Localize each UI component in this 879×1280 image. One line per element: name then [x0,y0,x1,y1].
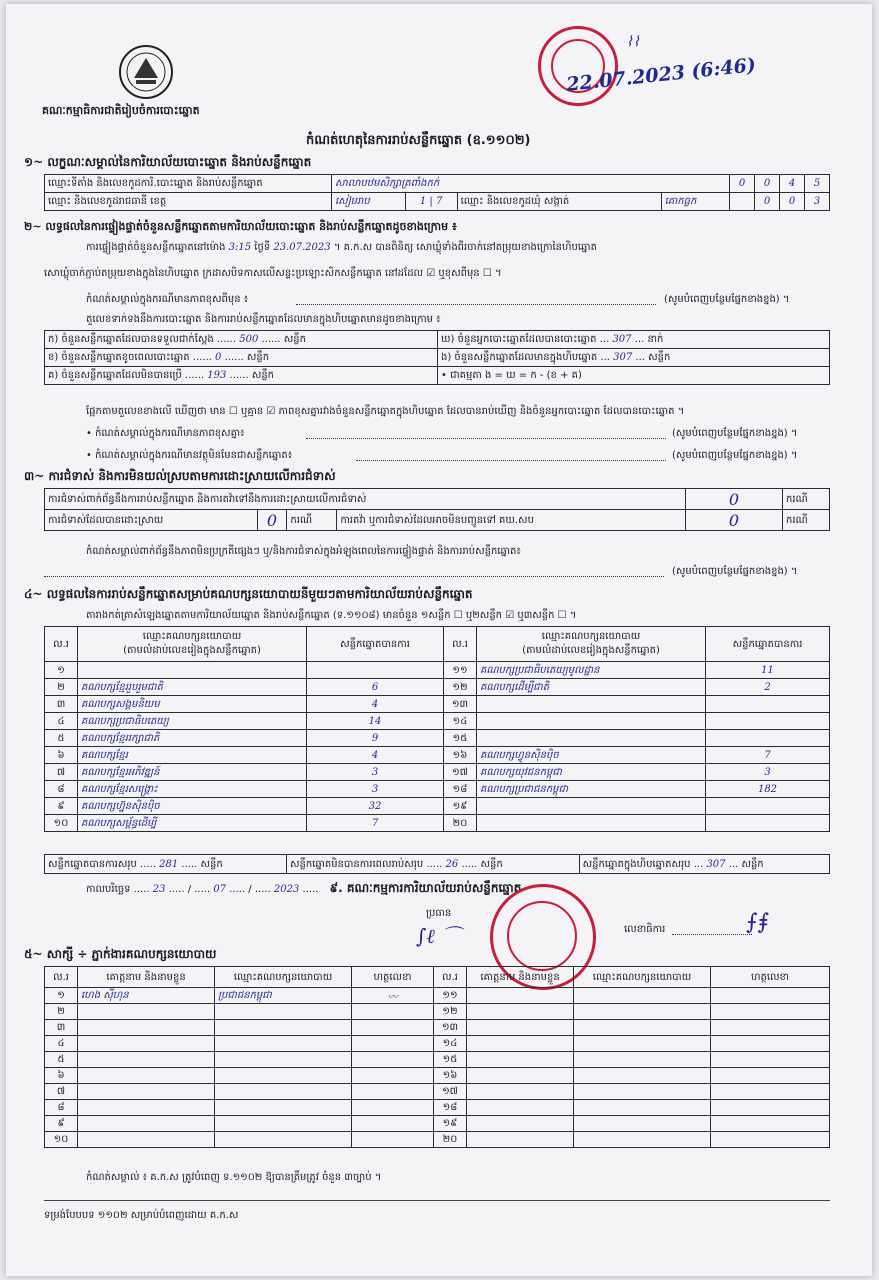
party-no: ៨ [45,781,78,798]
party-name [477,730,706,747]
witness-no: ១៤ [434,1036,467,1052]
witness-row [45,1004,830,1020]
witness-signature [711,1100,830,1116]
party-no: ១៩ [444,798,477,815]
party-row [45,713,830,730]
count-b: ខ) ចំនួនសន្លឹកឆ្នោតខូចពេលបោះឆ្នោត ...... 0 ...... សន្លឹក [45,349,438,367]
witness-name [78,1068,215,1084]
witness-name [78,1116,215,1132]
witness-party [215,1084,352,1100]
row2-digit: 0 [755,193,780,211]
party-name [477,798,706,815]
section2-para1: ការផ្ទៀងផ្ទាត់ចំនួនសន្លឹកឆ្នោតនៅម៉ោង 3:15 ថ្ងៃទី 23.07.2023 ។ គ.ក.ស បានពិនិត្យ សោឃ្លុំទាំងពីរចាក់នៅតម្រុយខាងក្រោនៃហិបឆ្នោត [86,242,597,253]
section3-note: កំណត់សម្គាល់ពាក់ព័ន្ធនឹងភាពមិនប្រក្រតីផ្សេងៗ ឬ/និងការជំទាស់ក្នុងអំឡុងពេលនៃការផ្ទៀងផ្ទាត់ និងការរាប់សន្លឹកឆ្នោត៖ [86,546,521,557]
party-votes: 7 [706,747,830,764]
objection-row2a-case: ករណី [287,510,337,531]
party-no: ១១ [444,662,477,679]
party-row [45,815,830,832]
witness-name [467,1068,574,1084]
w-col-name: គោត្តនាម និងនាមខ្លួន [467,967,574,988]
section5-title: ៥~ សាក្សី ÷ ភ្នាក់ងារគណបក្សនយោបាយ [24,947,217,961]
witness-signature: 〰 [352,988,434,1004]
party-name: គណបក្សយុវជនកម្ពុជា [477,764,706,781]
formula: • ជាគម្មតា ង = ឃ = ក - (ខ + គ) [438,367,830,385]
witness-name [78,1132,215,1148]
witness-row [45,1068,830,1084]
witness-party [574,1100,711,1116]
count-a: ក) ចំនួនសន្លឹកឆ្នោតដែលបានទទួលជាក់ស្តែង ...... 500 ...... សន្លឹក [45,331,438,349]
party-votes: 3 [307,781,444,798]
witness-signature [352,1052,434,1068]
chief-label: ប្រធាន [426,908,452,919]
witness-signature [711,988,830,1004]
section2-para3: កំណត់សម្គាល់ក្នុងករណីមានភាពខុសពីមុន ៖ [86,294,249,305]
witness-signature [711,1020,830,1036]
w-col-name: គោត្តនាម និងនាមខ្លួន [78,967,215,988]
witness-party [215,1004,352,1020]
witness-party [215,1036,352,1052]
witness-signature [352,1116,434,1132]
witness-name [467,1132,574,1148]
row1-digit: 0 [730,175,755,193]
note-difference-hint: (សូមបំពេញបន្ថែមផ្នែកខាងខ្នង) ។ [672,428,798,439]
col-votes: សន្លឹកឆ្នោតបានការ [706,627,830,662]
signing-date: កាលបរិច្ឆេទ ..... 23 ..... / ..... 07 ..... / ..... 2023 ..... ៩. គណៈកម្មការការិយាល័យរាប់សន្លឹកឆ្នោត [86,881,522,895]
party-votes: 7 [307,815,444,832]
count-e: ង) ចំនួនសន្លឹកឆ្នោតដែលមានក្នុងហិបឆ្នោត ... 307 ... សន្លឹក [438,349,830,367]
count-d: ឃ) ចំនួនអ្នកបោះឆ្នោតដែលបានបោះឆ្នោត ... 307 ... នាក់ [438,331,830,349]
party-name: គណបក្សប្រជាជនកម្ពុជា [477,781,706,798]
party-votes: 14 [307,713,444,730]
witness-signature [352,1084,434,1100]
party-name: គណបក្សខ្មែររួបរួមជាតិ [78,679,307,696]
section3-title: ៣~ ការជំទាស់ និងការមិនយល់ស្របតាមការដោះស្រាយលើការជំទាស់ [24,469,336,483]
row2-value: សៀមរាប [332,193,406,211]
section2-para2: សោឃ្លុំចាក់ភ្ជាប់តម្រុយខាងក្នុងនៃហិបឆ្នោត ក្រដាសបិទកាសលើសន្ទះប្រឡោះសិកសន្លឹកឆ្នោត នៅដដែល ☑ ឬខុសពីមុន ☐ ។ [44,268,502,279]
total-valid: សន្លឹកឆ្នោតបានការសរុប ..... 281 ..... សន្លឹក [45,855,287,874]
witness-row [45,1020,830,1036]
party-name: គណបក្សហ្វូនស៊ិនប៉ិច [477,747,706,764]
witness-party [574,988,711,1004]
party-name: គណបក្សខ្មែរ [78,747,307,764]
party-name: គណបក្សហ្វ៊ុនស៊ិនប៉ិច [78,798,307,815]
row2-label2: ឈ្មោះ និងលេខកូដឃុំ សង្កាត់ [457,193,661,211]
party-no: ៥ [45,730,78,747]
witness-signature [711,1132,830,1148]
witness-row [45,1036,830,1052]
party-votes: 6 [307,679,444,696]
party-votes [307,662,444,679]
witness-party [215,1020,352,1036]
section2-para4: តួលេខទាក់ទងនឹងការបោះឆ្នោត និងការរាប់សន្លឹកឆ្នោតដែលមានក្នុងហិបឆ្នោតមានដូចខាងក្រោម ៖ [86,314,441,325]
col-no: ល.រ [45,627,78,662]
objection-row2a-value: 0 [257,510,287,531]
w-col-sign: ហត្ថលេខា [352,967,434,988]
witness-no: ៥ [45,1052,78,1068]
party-no: ៧ [45,764,78,781]
witness-party [215,1132,352,1148]
col-no: ល.រ [444,627,477,662]
section4-intro: តារាងកត់ត្រាសំឡេងឆ្នោតតាមការិយាល័យឆ្នោត និងរាប់សន្លឹកឆ្នោត (ទ.១១០៨) មានចំនួន ១សន្លឹក ☐ ឬ២សន្លឹក ☑ ឬ៣សន្លឹក ☐ ។ [86,610,577,621]
party-no: ១ [45,662,78,679]
party-results-table [44,626,830,832]
w-col-sign: ហត្ថលេខា [711,967,830,988]
party-row [45,747,830,764]
witness-row [45,988,830,1004]
party-name: គណបក្សខ្មែររក្សាជាតិ [78,730,307,747]
witness-name: ហេង ស៊ីហុន [78,988,215,1004]
col-party: ឈ្មោះគណបក្សនយោបាយ (តាមលំដាប់លេខរៀងក្នុងសន្លឹកឆ្នោត) [78,627,307,662]
row1-label: ឈ្មោះទីតាំង និងលេខកូដការិ.បោះឆ្នោត និងរាប់សន្លឹកឆ្នោត [45,175,332,193]
party-votes: 4 [307,696,444,713]
note-difference: • កំណត់សម្គាល់ក្នុងករណីមានភាពខុសគ្នា៖ [86,428,245,439]
party-name [477,713,706,730]
party-votes [706,713,830,730]
discrepancy-check: ផ្អែកតាមតួលេខខាងលើ ឃើញថា មាន ☐ ឬគ្មាន ☑ ភាពខុសគ្នារវាងចំនួនសន្លឹកឆ្នោតក្នុងហិបឆ្នោត ដែលបានរាប់ឃើញ និងចំនួនអ្នកបោះឆ្នោត ដែលបានបោះឆ្នោត ។ [86,406,685,417]
party-votes: 32 [307,798,444,815]
objection-row2b-value: 0 [686,510,783,531]
row1-digit: 5 [805,175,830,193]
party-votes: 3 [706,764,830,781]
section1-title: ១~ លក្ខណៈសម្គាល់នៃការិយាល័យបោះឆ្នោត និងរាប់សន្លឹកឆ្នោត [24,155,312,169]
total-box: សន្លឹកឆ្នោតក្នុងហិបឆ្នោតសរុប ... 307 ... សន្លឹក [579,855,829,874]
row2-digit: 0 [780,193,805,211]
party-name [78,662,307,679]
witness-signature [352,1068,434,1084]
witness-row [45,1132,830,1148]
row1-value: សាលាបឋមសិក្សាត្រពាំងកក់ [332,175,730,193]
witness-name [467,1116,574,1132]
witness-name [78,1084,215,1100]
party-votes [706,798,830,815]
w-col-party: ឈ្មោះគណបក្សនយោបាយ [215,967,352,988]
form-footer: ទម្រង់បែបបទ ១១០២ សម្រាប់បំពេញដោយ គ.ក.ស [44,1210,239,1221]
witness-row [45,1116,830,1132]
party-no: ១៨ [444,781,477,798]
party-no: ១៤ [444,713,477,730]
objection-row2b-case: ករណី [783,510,830,531]
w-col-no: ល.រ [434,967,467,988]
witness-no: ៧ [45,1084,78,1100]
note-foreign-hint: (សូមបំពេញបន្ថែមផ្នែកខាងខ្នង) ។ [672,450,798,461]
w-col-party: ឈ្មោះគណបក្សនយោបាយ [574,967,711,988]
party-votes: 3 [307,764,444,781]
witness-signature [352,1100,434,1116]
witness-no: ១២ [434,1004,467,1020]
verification-time: 3:15 [228,242,252,253]
witness-no: ១០ [45,1132,78,1148]
committee-name: គណៈកម្មាធិការជាតិរៀបចំការបោះឆ្នោត [42,104,200,117]
witness-name [467,1052,574,1068]
party-row [45,781,830,798]
witness-signature [352,1132,434,1148]
chief-signature: ∫ℓ ⌒ [416,924,462,948]
witness-signature [352,1004,434,1020]
witness-party [215,1052,352,1068]
witness-party [574,1132,711,1148]
witness-party [215,1116,352,1132]
witness-name [467,1084,574,1100]
witness-party [574,1020,711,1036]
party-no: ១៣ [444,696,477,713]
witness-signature [352,1020,434,1036]
party-row [45,662,830,679]
row2-digit: 3 [805,193,830,211]
w-col-no: ល.រ [45,967,78,988]
witness-party [574,1004,711,1020]
witness-name [78,1004,215,1020]
count-c: គ) ចំនួនសន្លឹកឆ្នោតដែលមិនបានប្រើ ...... 193 ...... សន្លឹក [45,367,438,385]
witness-party [215,1100,352,1116]
witness-party [574,1116,711,1132]
party-name [477,815,706,832]
total-invalid: សន្លឹកឆ្នោតមិនបានការពេលរាប់សរុប ..... 26 ..... សន្លឹក [286,855,579,874]
witness-row [45,1100,830,1116]
section2-para3-hint: (សូមបំពេញបន្ថែមផ្នែកខាងខ្នង) ។ [664,294,790,305]
document-page [6,4,872,1276]
section2-counts-table [44,330,830,385]
objection-row2b: ការតវ៉ា ឬការជំទាស់ដែលអាចមិនបញ្ជូនទៅ គឃ.សប [337,510,686,531]
witness-no: ១ [45,988,78,1004]
party-votes: 182 [706,781,830,798]
party-row [45,764,830,781]
witness-signature [352,1036,434,1052]
objection-row1: ការជំទាស់ពាក់ព័ន្ធនឹងការរាប់សន្លឹកឆ្នោត និងការតវ៉ាទៅនឹងការដោះស្រាយលើការជំទាស់ [45,489,686,510]
party-votes: 4 [307,747,444,764]
party-votes: 2 [706,679,830,696]
party-no: ៤ [45,713,78,730]
secretary-signature: ⨍⨎ [746,910,769,935]
witness-no: ១៩ [434,1116,467,1132]
witness-no: ៩ [45,1116,78,1132]
section4-title: ៤~ លទ្ធផលនៃការរាប់សន្លឹកឆ្នោតសម្រាប់គណបក្សនយោបាយនីមួយៗតាមការិយាល័យរាប់សន្លឹកឆ្នោត [24,587,473,601]
witness-name [467,1020,574,1036]
witness-party [574,1052,711,1068]
received-timestamp: 22.07.2023 (6:46) [565,54,757,96]
form-title: កំណត់ហេតុនៃការរាប់សន្លឹកឆ្នោត (ឧ.១១០២) [306,133,531,148]
witness-signature [711,1068,830,1084]
witness-name [78,1100,215,1116]
section5-note: កំណត់សម្គាល់ ៖ គ.ក.ស ត្រូវបំពេញ ទ.១១០២ ឱ្យបានត្រឹមត្រូវ ចំនួន ៣ច្បាប់ ។ [86,1172,382,1183]
party-name: គណបក្សប្រជាធិបតេយ្យ [78,713,307,730]
witness-signature [711,1052,830,1068]
witness-name [467,1036,574,1052]
witness-signature [711,1116,830,1132]
witness-name [467,1004,574,1020]
witness-party [574,1084,711,1100]
party-no: ២ [45,679,78,696]
party-name [477,696,706,713]
witness-no: ២ [45,1004,78,1020]
witness-name [78,1052,215,1068]
party-row [45,730,830,747]
objection-row1-case: ករណី [783,489,830,510]
party-votes: 11 [706,662,830,679]
witness-party: ប្រជាជនកម្ពុជា [215,988,352,1004]
witness-no: ១៣ [434,1020,467,1036]
witness-row [45,1052,830,1068]
secretary-label: លេខាធិការ [624,924,666,935]
witness-no: ៨ [45,1100,78,1116]
witness-no: ៦ [45,1068,78,1084]
party-row [45,798,830,815]
party-no: ១៥ [444,730,477,747]
row2-value2: គោកធ្លក [661,193,729,211]
row1-digit: 0 [755,175,780,193]
totals-row [44,854,830,874]
witness-no: ១៥ [434,1052,467,1068]
party-row [45,679,830,696]
witness-no: ១៦ [434,1068,467,1084]
objection-row2a: ការជំទាស់ដែលបានដោះស្រាយ [45,510,258,531]
party-name: គណបក្សប្រជាធិបតេយ្យមូលដ្ឋាន [477,662,706,679]
row1-digit: 4 [780,175,805,193]
witness-party [215,1068,352,1084]
committee-emblem [118,44,174,100]
party-votes: 9 [307,730,444,747]
row2-digits: 1 | 7 [405,193,457,211]
objection-row1-value: 0 [686,489,783,510]
party-no: ១២ [444,679,477,696]
witness-no: ១១ [434,988,467,1004]
row2-label: ឈ្មោះ និងលេខកូដរាជធានី ខេត្ត [45,193,332,211]
witness-signature [711,1084,830,1100]
witness-signature [711,1036,830,1052]
section3-hint: (សូមបំពេញបន្ថែមផ្នែកខាងខ្នង) ។ [672,566,798,577]
party-no: ២០ [444,815,477,832]
witness-name [78,1020,215,1036]
witness-party [574,1068,711,1084]
note-foreign-object: • កំណត់សម្គាល់ក្នុងករណីមានវត្ថុមិនមែនជាសន្លឹកឆ្នោត៖ [86,450,293,461]
witness-party [574,1036,711,1052]
witness-no: ៣ [45,1020,78,1036]
witness-name [78,1036,215,1052]
col-votes: សន្លឹកឆ្នោតបានការ [307,627,444,662]
handwritten-note-icon: ⌇⌇ [626,34,640,50]
party-no: ១៧ [444,764,477,781]
witness-no: ៤ [45,1036,78,1052]
party-no: ៣ [45,696,78,713]
party-votes [706,815,830,832]
party-name: គណបក្សសម្ព័ន្ធដើម្បី [78,815,307,832]
party-votes [706,730,830,747]
witness-row [45,1084,830,1100]
witness-signature [711,1004,830,1020]
section3-table [44,488,830,531]
party-row [45,696,830,713]
witness-no: ១៧ [434,1084,467,1100]
party-no: ៩ [45,798,78,815]
witness-no: ២០ [434,1132,467,1148]
party-name: គណបក្សខ្មែរសង្គ្រោះ [78,781,307,798]
witness-name [467,988,574,1004]
party-no: ១០ [45,815,78,832]
party-name: គណបក្សខ្មែរអភិវឌ្ឍន៍ [78,764,307,781]
party-votes [706,696,830,713]
party-name: គណបក្សដើម្បីជាតិ [477,679,706,696]
section1-table [44,174,830,211]
verification-date: 23.07.2023 [273,242,331,253]
party-no: ៦ [45,747,78,764]
witness-no: ១៨ [434,1100,467,1116]
col-party: ឈ្មោះគណបក្សនយោបាយ (តាមលំដាប់លេខរៀងក្នុងសន្លឹកឆ្នោត) [477,627,706,662]
party-name: គណបក្សសង្គមនិយម [78,696,307,713]
witness-name [467,1100,574,1116]
party-no: ១៦ [444,747,477,764]
section2-title: ២~ លទ្ធផលនៃការផ្ទៀងផ្ទាត់ចំនួនសន្លឹកឆ្នោតតាមការិយាល័យបោះឆ្នោត និងរាប់សន្លឹកឆ្នោតដូចខាងក្រោម ៖ [24,220,457,233]
witness-table [44,966,830,1148]
